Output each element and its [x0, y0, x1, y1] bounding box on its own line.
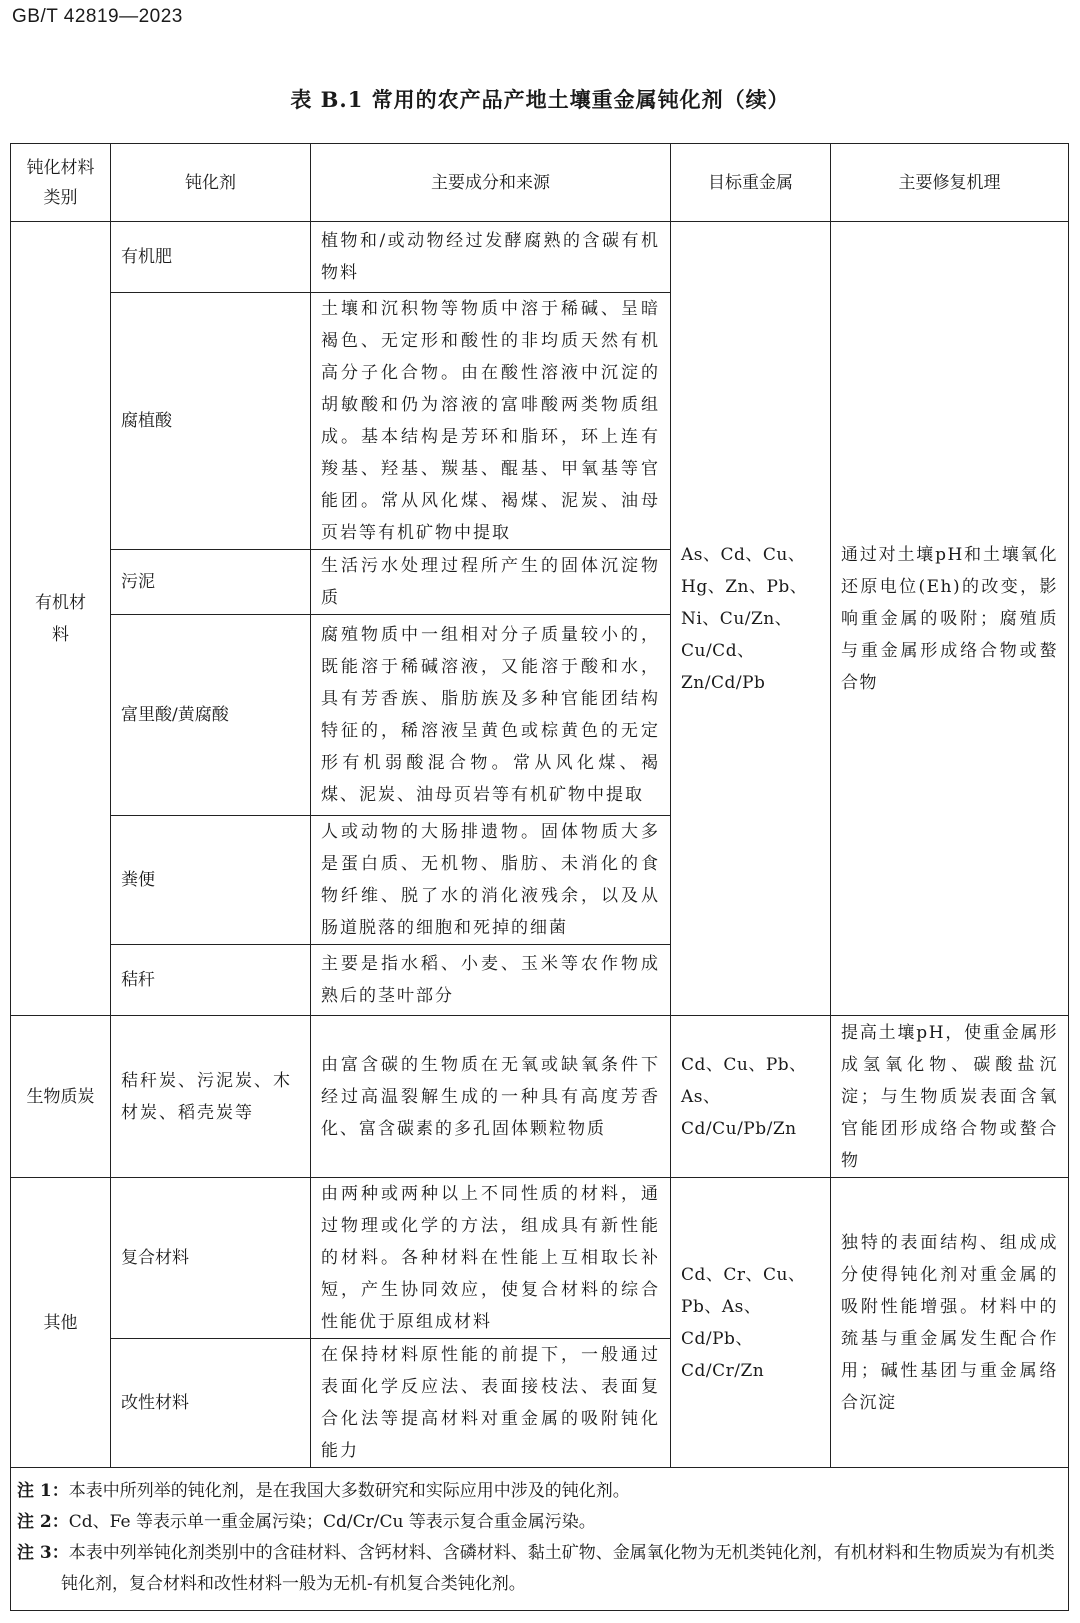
- table-row: [11, 1016, 1069, 1178]
- agent-cell: 腐植酸: [111, 293, 311, 550]
- agent-cell: 富里酸/黄腐酸: [111, 615, 311, 816]
- table-row: [11, 222, 1069, 293]
- column-header-source: 主要成分和来源: [311, 144, 671, 222]
- source-cell: 主要是指水稻、小麦、玉米等农作物成熟后的茎叶部分: [311, 945, 671, 1016]
- category-cell: 其他: [11, 1178, 111, 1468]
- passivator-table: [10, 143, 1069, 1611]
- note-label: 注 2：: [17, 1512, 69, 1532]
- source-cell: 由两种或两种以上不同性质的材料，通过物理或化学的方法，组成具有新性能的材料。各种材料在性能上互相取长补短，产生协同效应，使复合材料的综合性能优于原组成材料: [311, 1178, 671, 1339]
- column-header-category: 钝化材料类别: [11, 144, 111, 222]
- table-row: [11, 1178, 1069, 1339]
- source-cell: 由富含碳的生物质在无氧或缺氧条件下经过高温裂解生成的一种具有高度芳香化、富含碳素的多孔固体颗粒物质: [311, 1016, 671, 1178]
- agent-cell: 复合材料: [111, 1178, 311, 1339]
- table-caption: 表 B.1 常用的农产品产地土壤重金属钝化剂（续）: [290, 87, 790, 112]
- column-header-agent: 钝化剂: [111, 144, 311, 222]
- agent-cell: 秸秆: [111, 945, 311, 1016]
- note-label: 注 1：: [17, 1481, 69, 1501]
- source-cell: 腐殖物质中一组相对分子质量较小的，既能溶于稀碱溶液，又能溶于酸和水，具有芳香族、脂肪族及多种官能团结构特征的，稀溶液呈黄色或棕黄色的无定形有机弱酸混合物。常从风化煤、褐煤、泥炭、油母页岩等有机矿物中提取: [311, 615, 671, 816]
- source-cell: 土壤和沉积物等物质中溶于稀碱、呈暗褐色、无定形和酸性的非均质天然有机高分子化合物。由在酸性溶液中沉淀的胡敏酸和仍为溶液的富啡酸两类物质组成。基本结构是芳环和脂环，环上连有羧基、羟基、羰基、醌基、甲氧基等官能团。常从风化煤、褐煤、泥炭、油母页岩等有机矿物中提取: [311, 293, 671, 550]
- category-cell: 有机材料: [11, 222, 111, 1016]
- note-label: 注 3：: [17, 1543, 69, 1563]
- category-cell: 生物质炭: [11, 1016, 111, 1178]
- note-1: [17, 1476, 1058, 1507]
- mechanism-cell: 通过对土壤pH和土壤氧化还原电位(Eh)的改变，影响重金属的吸附；腐殖质与重金属形成络合物或螯合物: [831, 222, 1069, 1016]
- agent-cell: 改性材料: [111, 1339, 311, 1468]
- agent-cell: 有机肥: [111, 222, 311, 293]
- standard-code: GB/T 42819—2023: [12, 6, 183, 27]
- note-2: [17, 1507, 1058, 1538]
- note-text: Cd、Fe 等表示单一重金属污染；Cd/Cr/Cu 等表示复合重金属污染。: [68, 1512, 596, 1532]
- agent-cell: 粪便: [111, 816, 311, 945]
- source-cell: 人或动物的大肠排遗物。固体物质大多是蛋白质、无机物、脂肪、未消化的食物纤维、脱了水的消化液残余，以及从肠道脱落的细胞和死掉的细菌: [311, 816, 671, 945]
- target-metals-cell: Cd、Cr、Cu、Pb、As、Cd/Pb、Cd/Cr/Zn: [671, 1178, 831, 1468]
- note-3: [17, 1538, 1058, 1600]
- target-metals-cell: Cd、Cu、Pb、As、Cd/Cu/Pb/Zn: [671, 1016, 831, 1178]
- agent-cell: 秸秆炭、污泥炭、木材炭、稻壳炭等: [111, 1016, 311, 1178]
- mechanism-cell: 提高土壤pH，使重金属形成氢氧化物、碳酸盐沉淀；与生物质炭表面含氧官能团形成络合物或螯合物: [831, 1016, 1069, 1178]
- source-cell: 生活污水处理过程所产生的固体沉淀物质: [311, 550, 671, 615]
- note-text: 本表中所列举的钝化剂，是在我国大多数研究和实际应用中涉及的钝化剂。: [68, 1481, 630, 1501]
- notes-cell: [11, 1468, 1069, 1611]
- source-cell: 在保持材料原性能的前提下，一般通过表面化学反应法、表面接枝法、表面复合化法等提高材料对重金属的吸附钝化能力: [311, 1339, 671, 1468]
- table-header-row: [11, 144, 1069, 222]
- source-cell: 植物和/或动物经过发酵腐熟的含碳有机物料: [311, 222, 671, 293]
- column-header-target-metals: 目标重金属: [671, 144, 831, 222]
- agent-cell: 污泥: [111, 550, 311, 615]
- mechanism-cell: 独特的表面结构、组成成分使得钝化剂对重金属的吸附性能增强。材料中的巯基与重金属发生配合作用；碱性基团与重金属络合沉淀: [831, 1178, 1069, 1468]
- note-text: 本表中列举钝化剂类别中的含硅材料、含钙材料、含磷材料、黏土矿物、金属氧化物为无机类钝化剂，有机材料和生物质炭为有机类钝化剂，复合材料和改性材料一般为无机-有机复合类钝化剂。: [61, 1543, 1055, 1594]
- column-header-mechanism: 主要修复机理: [831, 144, 1069, 222]
- notes-row: [11, 1468, 1069, 1611]
- target-metals-cell: As、Cd、Cu、Hg、Zn、Pb、Ni、Cu/Zn、Cu/Cd、Zn/Cd/Pb: [671, 222, 831, 1016]
